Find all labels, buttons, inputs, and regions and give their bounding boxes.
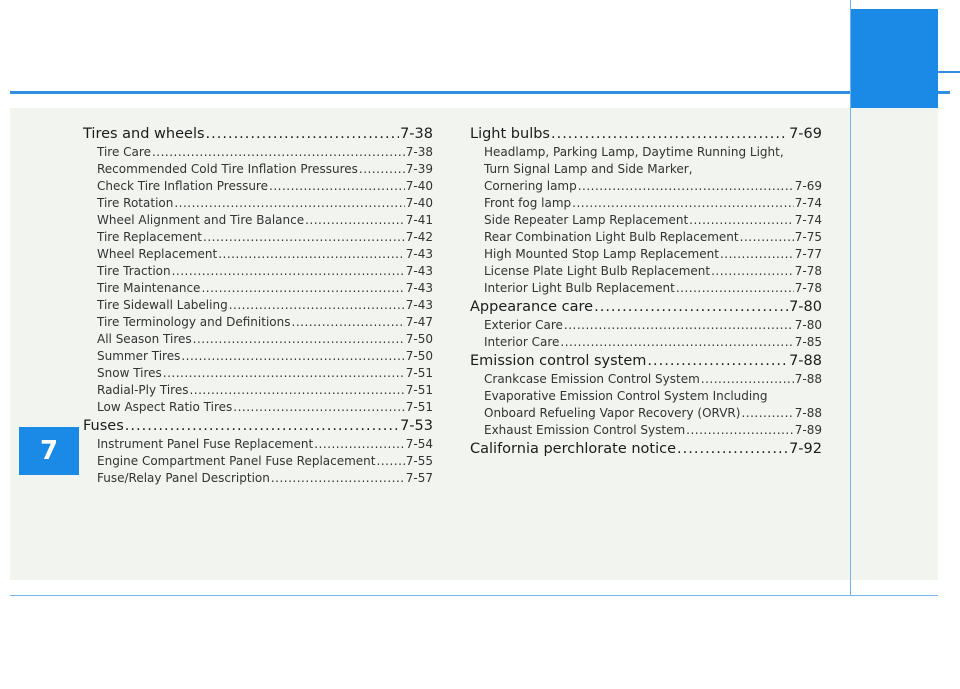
toc-section-entry[interactable] <box>470 297 822 317</box>
toc-section-entry[interactable] <box>470 439 822 459</box>
toc-entry-title: Interior Care <box>484 335 560 349</box>
toc-subentry[interactable] <box>83 365 433 382</box>
toc-entry-page: 7-51 <box>405 383 433 397</box>
toc-entry-page: 7-38 <box>405 145 433 159</box>
dot-leader <box>314 436 405 453</box>
dot-leader <box>233 399 405 416</box>
dot-leader <box>572 195 794 212</box>
dot-leader <box>152 144 405 161</box>
dot-leader <box>172 263 405 280</box>
toc-entry-page: 7-40 <box>405 196 433 210</box>
toc-section-entry[interactable] <box>470 124 822 144</box>
dot-leader <box>189 382 404 399</box>
toc-entry-title: Light bulbs <box>470 126 550 142</box>
toc-subentry[interactable] <box>83 399 433 416</box>
dot-leader <box>594 297 788 317</box>
toc-subentry[interactable] <box>470 405 822 422</box>
dot-leader <box>701 371 794 388</box>
dot-leader <box>560 334 793 351</box>
toc-entry-title: Tire Traction <box>97 264 171 278</box>
dot-leader <box>163 365 405 382</box>
toc-subentry[interactable] <box>83 280 433 297</box>
toc-entry-page: 7-89 <box>794 423 822 437</box>
toc-text-line: Evaporative Emission Control System Including <box>484 389 768 403</box>
toc-entry-page: 7-88 <box>789 353 822 369</box>
toc-subentry[interactable] <box>470 263 822 280</box>
dot-leader <box>740 229 794 246</box>
toc-entry-page: 7-77 <box>794 247 822 261</box>
toc-entry-title: Tire Rotation <box>97 196 174 210</box>
dot-leader <box>305 212 405 229</box>
toc-entry-title: Interior Light Bulb Replacement <box>484 281 675 295</box>
toc-subentry[interactable] <box>83 453 433 470</box>
toc-entry-page: 7-41 <box>405 213 433 227</box>
dot-leader <box>229 297 405 314</box>
toc-subentry[interactable] <box>83 263 433 280</box>
dot-leader <box>578 178 794 195</box>
toc-entry-title: Wheel Alignment and Tire Balance <box>97 213 305 227</box>
toc-subentry[interactable] <box>83 314 433 331</box>
toc-entry-title: Tire Replacement <box>97 230 203 244</box>
toc-entry-page: 7-57 <box>405 471 433 485</box>
toc-entry-page: 7-69 <box>789 126 822 142</box>
dot-leader <box>125 416 399 436</box>
toc-entry-page: 7-43 <box>405 247 433 261</box>
dot-leader <box>201 280 404 297</box>
toc-subentry[interactable] <box>470 280 822 297</box>
dot-leader <box>203 229 405 246</box>
toc-entry-page: 7-55 <box>405 454 433 468</box>
toc-section-entry[interactable] <box>470 351 822 371</box>
toc-entry-title: Summer Tires <box>97 349 181 363</box>
toc-entry-title: Wheel Replacement <box>97 247 218 261</box>
toc-entry-page: 7-69 <box>794 179 822 193</box>
toc-entry-title: Recommended Cold Tire Inflation Pressures <box>97 162 358 176</box>
dot-leader <box>686 422 794 439</box>
toc-entry-title: Engine Compartment Panel Fuse Replacement <box>97 454 376 468</box>
toc-subentry[interactable] <box>83 436 433 453</box>
dot-leader <box>720 246 794 263</box>
header-rule <box>10 91 950 94</box>
toc-entry-title: Snow Tires <box>97 366 162 380</box>
dot-leader <box>676 280 794 297</box>
toc-subentry[interactable] <box>83 470 433 487</box>
toc-subentry[interactable] <box>83 229 433 246</box>
toc-subentry[interactable] <box>83 161 433 178</box>
toc-entry-page: 7-42 <box>405 230 433 244</box>
toc-subentry[interactable] <box>470 422 822 439</box>
toc-entry-title: Tire Sidewall Labeling <box>97 298 228 312</box>
toc-entry-title: Tire Terminology and Definitions <box>97 315 291 329</box>
dot-leader <box>711 263 794 280</box>
corner-block <box>850 9 938 108</box>
toc-entry-page: 7-74 <box>794 196 822 210</box>
toc-entry-page: 7-54 <box>405 437 433 451</box>
toc-entry-page: 7-43 <box>405 281 433 295</box>
toc-subentry[interactable] <box>83 348 433 365</box>
dot-leader <box>271 470 405 487</box>
toc-entry-title: All Season Tires <box>97 332 192 346</box>
toc-entry-page: 7-88 <box>794 372 822 386</box>
dot-leader <box>741 405 793 422</box>
dot-leader <box>677 439 788 459</box>
toc-entry-page: 7-51 <box>405 400 433 414</box>
toc-entry-page: 7-75 <box>794 230 822 244</box>
toc-entry-page: 7-50 <box>405 332 433 346</box>
toc-entry-page: 7-39 <box>405 162 433 176</box>
toc-entry-title: High Mounted Stop Lamp Replacement <box>484 247 719 261</box>
dot-leader <box>377 453 405 470</box>
toc-entry-title: Appearance care <box>470 299 594 315</box>
toc-entry-title: Radial-Ply Tires <box>97 383 189 397</box>
toc-entry-page: 7-38 <box>400 126 433 142</box>
toc-entry-title: Crankcase Emission Control System <box>484 372 700 386</box>
toc-section-entry[interactable] <box>83 124 433 144</box>
dot-leader <box>269 178 405 195</box>
toc-entry-title: Tires and wheels <box>83 126 205 142</box>
toc-subentry[interactable] <box>83 195 433 212</box>
chapter-tab[interactable] <box>19 427 79 475</box>
toc-subentry[interactable] <box>470 246 822 263</box>
contents-right-column <box>470 124 822 459</box>
toc-entry-title: Exterior Care <box>484 318 563 332</box>
toc-subentry[interactable] <box>470 371 822 388</box>
toc-subentry[interactable] <box>470 178 822 195</box>
toc-subentry[interactable] <box>470 317 822 334</box>
margin-rule <box>850 0 851 596</box>
toc-entry-title: Exhaust Emission Control System <box>484 423 686 437</box>
toc-entry-title: Cornering lamp <box>484 179 577 193</box>
dot-leader <box>206 124 400 144</box>
footer-rule <box>10 595 938 596</box>
toc-entry-page: 7-74 <box>794 213 822 227</box>
toc-entry-title: Tire Maintenance <box>97 281 201 295</box>
dot-leader <box>647 351 788 371</box>
toc-entry-title: Tire Care <box>97 145 151 159</box>
toc-subentry[interactable] <box>83 212 433 229</box>
toc-entry-page: 7-50 <box>405 349 433 363</box>
toc-entry-title: Fuse/Relay Panel Description <box>97 471 270 485</box>
dot-leader <box>551 124 788 144</box>
toc-entry-page: 7-40 <box>405 179 433 193</box>
header-rule-right <box>938 71 960 73</box>
dot-leader <box>181 348 404 365</box>
toc-subentry[interactable] <box>83 246 433 263</box>
toc-entry-page: 7-43 <box>405 298 433 312</box>
toc-entry-title: Front fog lamp <box>484 196 572 210</box>
toc-entry-page: 7-78 <box>794 264 822 278</box>
toc-entry-page: 7-51 <box>405 366 433 380</box>
dot-leader <box>218 246 405 263</box>
toc-entry-page: 7-47 <box>405 315 433 329</box>
toc-entry-title: Side Repeater Lamp Replacement <box>484 213 689 227</box>
toc-entry-page: 7-80 <box>789 299 822 315</box>
toc-entry-title: Fuses <box>83 418 124 434</box>
chapter-number: 7 <box>39 436 59 466</box>
toc-subentry[interactable] <box>470 229 822 246</box>
toc-entry-page: 7-53 <box>400 418 433 434</box>
toc-text-line: Turn Signal Lamp and Side Marker, <box>484 162 693 176</box>
toc-entry-title: Rear Combination Light Bulb Replacement <box>484 230 739 244</box>
toc-entry-title: Emission control system <box>470 353 647 369</box>
toc-entry-title: Instrument Panel Fuse Replacement <box>97 437 314 451</box>
toc-entry-title: Low Aspect Ratio Tires <box>97 400 233 414</box>
toc-subentry[interactable] <box>83 382 433 399</box>
toc-subentry[interactable] <box>83 331 433 348</box>
toc-entry-page: 7-88 <box>794 406 822 420</box>
toc-text-line: Headlamp, Parking Lamp, Daytime Running Light, <box>484 145 784 159</box>
toc-entry-title: Onboard Refueling Vapor Recovery (ORVR) <box>484 406 741 420</box>
dot-leader <box>689 212 794 229</box>
dot-leader <box>564 317 794 334</box>
toc-section-entry[interactable] <box>83 416 433 436</box>
toc-subentry[interactable] <box>470 195 822 212</box>
contents-left-column <box>83 124 433 487</box>
toc-subentry[interactable] <box>83 297 433 314</box>
toc-subentry[interactable] <box>83 144 433 161</box>
dot-leader <box>359 161 405 178</box>
toc-entry-title: License Plate Light Bulb Replacement <box>484 264 711 278</box>
toc-entry-page: 7-43 <box>405 264 433 278</box>
toc-subentry[interactable] <box>83 178 433 195</box>
toc-subentry[interactable] <box>470 334 822 351</box>
toc-entry-title: Check Tire Inflation Pressure <box>97 179 268 193</box>
dot-leader <box>174 195 404 212</box>
toc-entry-page: 7-92 <box>789 441 822 457</box>
toc-entry-page: 7-78 <box>794 281 822 295</box>
toc-entry-title: California perchlorate notice <box>470 441 677 457</box>
dot-leader <box>193 331 405 348</box>
toc-subentry[interactable] <box>470 212 822 229</box>
toc-entry-page: 7-80 <box>794 318 822 332</box>
dot-leader <box>292 314 405 331</box>
toc-entry-page: 7-85 <box>794 335 822 349</box>
